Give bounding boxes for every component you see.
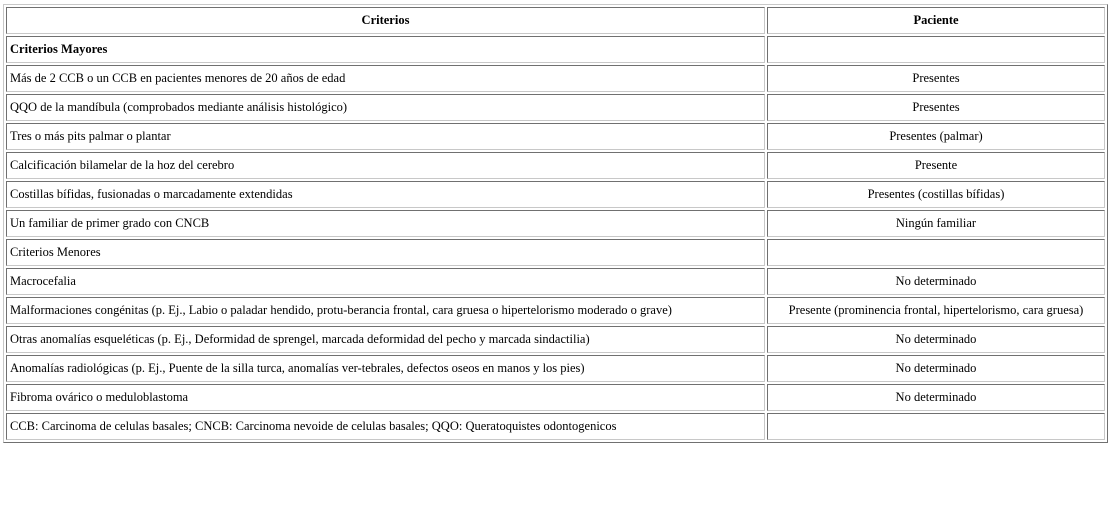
table-header-row (6, 7, 1105, 34)
table-row (6, 384, 1105, 411)
table-row (6, 326, 1105, 353)
table-row (6, 355, 1105, 382)
criterion-cell: Macrocefalia (6, 268, 765, 295)
table-row (6, 94, 1105, 121)
patient-cell: Presentes (767, 65, 1105, 92)
patient-cell (767, 36, 1105, 63)
table-row (6, 210, 1105, 237)
criterion-cell: Malformaciones congénitas (p. Ej., Labio o paladar hendido, protu-berancia frontal, cara gruesa o hipertelorismo moderado o grave) (6, 297, 765, 324)
criteria-table (3, 4, 1108, 443)
criterion-cell: Anomalías radiológicas (p. Ej., Puente de la silla turca, anomalías ver-tebrales, defectos oseos en manos y los pies) (6, 355, 765, 382)
criterion-cell: Otras anomalías esqueléticas (p. Ej., Deformidad de sprengel, marcada deformidad del pecho y marcada sindactilia) (6, 326, 765, 353)
table-row (6, 65, 1105, 92)
column-header-criteria: Criterios (6, 7, 765, 34)
table-row (6, 181, 1105, 208)
patient-cell: Presentes (costillas bífidas) (767, 181, 1105, 208)
patient-cell (767, 239, 1105, 266)
criterion-cell: Fibroma ovárico o meduloblastoma (6, 384, 765, 411)
patient-cell: No determinado (767, 355, 1105, 382)
table-row (6, 152, 1105, 179)
footnote-row (6, 413, 1105, 440)
table-row (6, 268, 1105, 295)
abbreviations-footnote: CCB: Carcinoma de celulas basales; CNCB: Carcinoma nevoide de celulas basales; QQO: Queratoquistes odontogenicos (6, 413, 765, 440)
patient-cell: Presente (prominencia frontal, hipertelorismo, cara gruesa) (767, 297, 1105, 324)
patient-cell: No determinado (767, 326, 1105, 353)
patient-cell: No determinado (767, 384, 1105, 411)
criterion-cell: Un familiar de primer grado con CNCB (6, 210, 765, 237)
table-row (6, 297, 1105, 324)
criterion-cell: Costillas bífidas, fusionadas o marcadamente extendidas (6, 181, 765, 208)
criterion-cell: QQO de la mandíbula (comprobados mediante análisis histológico) (6, 94, 765, 121)
criterion-cell: Más de 2 CCB o un CCB en pacientes menores de 20 años de edad (6, 65, 765, 92)
patient-cell: No determinado (767, 268, 1105, 295)
section-row-major (6, 36, 1105, 63)
section-row-minor (6, 239, 1105, 266)
criterion-cell: Calcificación bilamelar de la hoz del cerebro (6, 152, 765, 179)
patient-cell: Presentes (palmar) (767, 123, 1105, 150)
column-header-patient: Paciente (767, 7, 1105, 34)
table-row (6, 123, 1105, 150)
patient-cell (767, 413, 1105, 440)
patient-cell: Presentes (767, 94, 1105, 121)
criterion-cell: Tres o más pits palmar o plantar (6, 123, 765, 150)
patient-cell: Ningún familiar (767, 210, 1105, 237)
section-title-minor: Criterios Menores (6, 239, 765, 266)
patient-cell: Presente (767, 152, 1105, 179)
section-title-major: Criterios Mayores (6, 36, 765, 63)
